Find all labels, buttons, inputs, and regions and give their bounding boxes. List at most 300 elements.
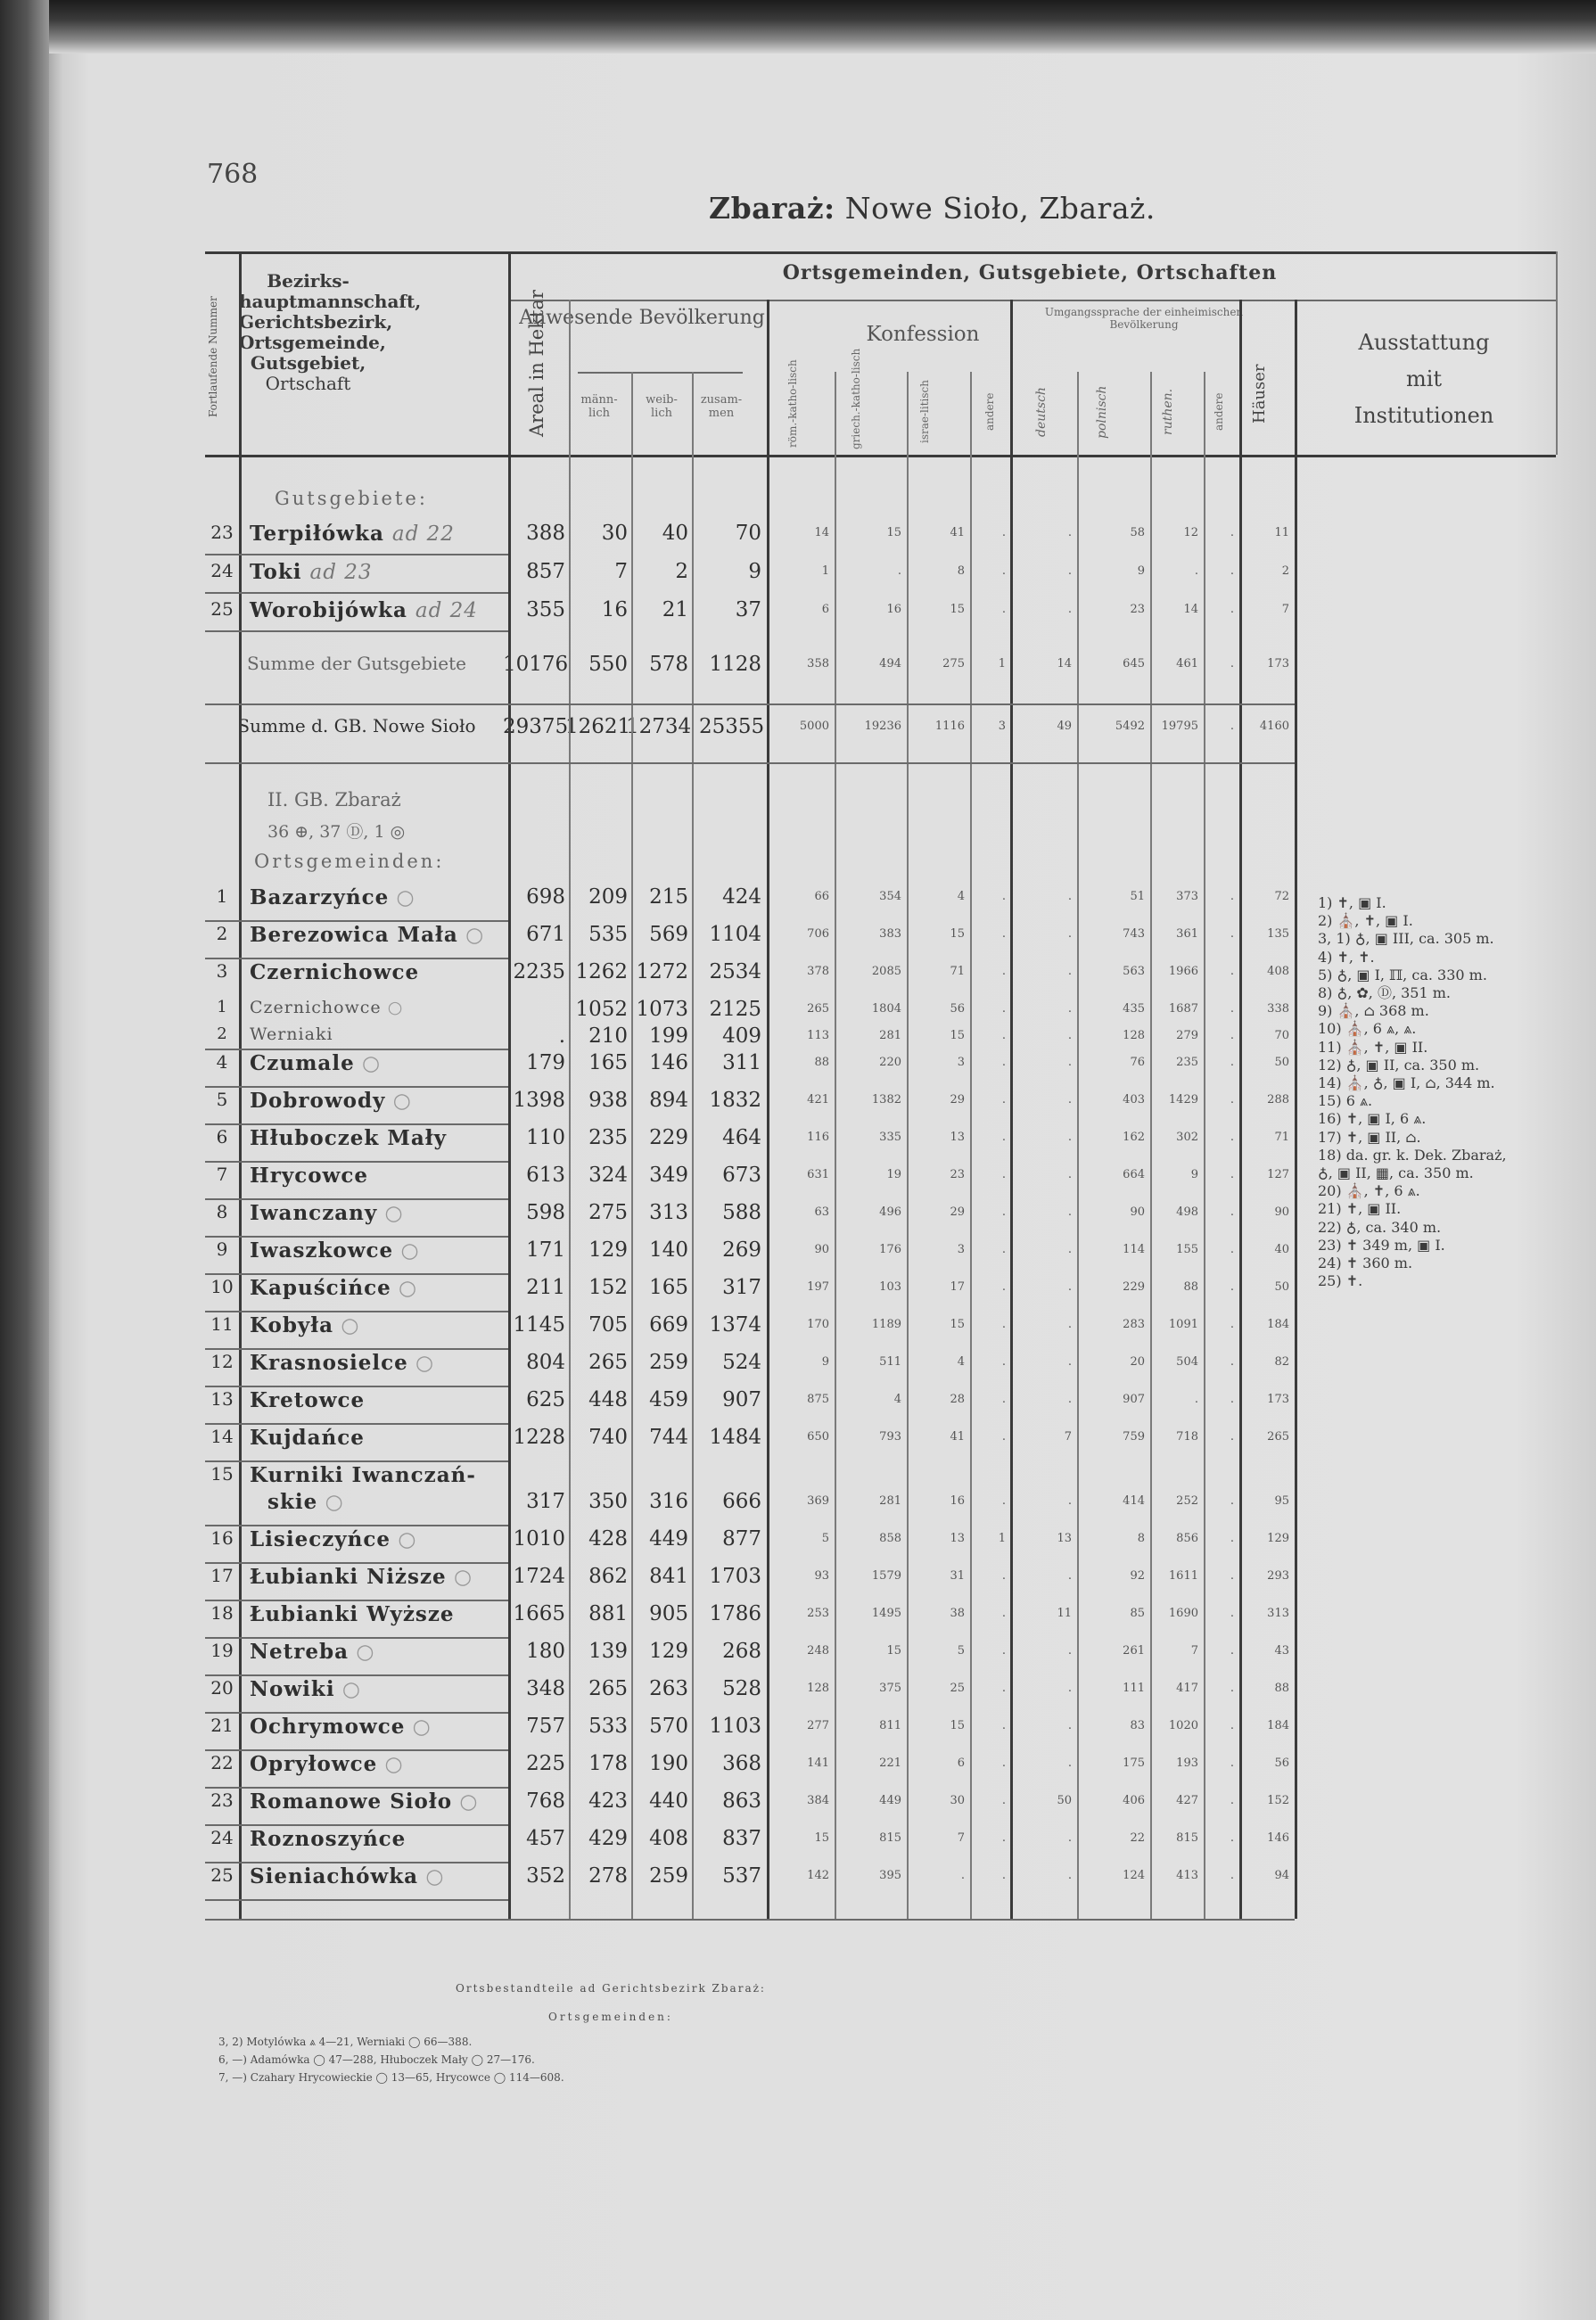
area-cell: 804: [526, 1351, 565, 1374]
row-rule: [205, 1862, 508, 1863]
row-rule: [205, 1123, 508, 1125]
other-confession-cell: .: [1001, 1131, 1006, 1144]
other-language-cell: .: [1230, 1430, 1234, 1444]
german-cell: .: [1067, 1131, 1072, 1144]
total-cell: 424: [722, 885, 761, 909]
area-cell: 768: [526, 1789, 565, 1813]
place-name: Czumale ○: [250, 1051, 382, 1075]
roman-catholic-cell: 631: [807, 1168, 829, 1181]
greek-catholic-cell: 1495: [871, 1607, 901, 1620]
place-name: Iwaszkowce ○: [250, 1238, 420, 1263]
row-number: 21: [210, 1715, 234, 1736]
settlement-marker: ○: [334, 1678, 361, 1701]
female-cell: 263: [649, 1677, 688, 1700]
area-cell: 625: [526, 1388, 565, 1411]
male-cell: 275: [588, 1201, 628, 1224]
ruthenian-cell: 815: [1176, 1831, 1198, 1845]
area-cell: 355: [526, 598, 565, 621]
houses-cell: 129: [1267, 1532, 1289, 1545]
row-rule: [205, 1161, 508, 1163]
institution-note: 14) ⛪, ♁, ▣ I, ⌂, 344 m.: [1318, 1074, 1495, 1092]
houses-cell: 265: [1267, 1430, 1289, 1444]
total-cell: 2534: [709, 960, 761, 983]
area-cell: 757: [526, 1715, 565, 1738]
female-cell: 569: [649, 923, 688, 946]
female-cell: 905: [649, 1602, 688, 1625]
roman-catholic-cell: 5000: [799, 720, 829, 733]
row-rule: [205, 1600, 508, 1601]
other-language-cell: .: [1230, 1393, 1234, 1406]
column-rule: [631, 372, 633, 1919]
other-confession-cell: .: [1001, 927, 1006, 941]
total-cell: 70: [735, 522, 761, 545]
other-language-cell: .: [1230, 657, 1234, 670]
total-cell: 317: [722, 1276, 761, 1299]
other-confession-cell: .: [1001, 890, 1006, 903]
polish-cell: 261: [1123, 1644, 1145, 1658]
row-rule: [205, 1460, 508, 1462]
institution-note: 24) ✝ 360 m.: [1318, 1255, 1413, 1272]
row-rule: [205, 592, 508, 594]
male-cell: 324: [588, 1164, 628, 1187]
place-suffix: ad 24: [415, 599, 478, 622]
polish-cell: 435: [1123, 1002, 1145, 1016]
ruthenian-cell: 155: [1176, 1243, 1198, 1256]
column-rule: [767, 300, 769, 1919]
area-cell: 598: [526, 1201, 565, 1224]
row-rule: [205, 1899, 508, 1901]
header-name-line: hauptmannschaft,: [239, 291, 422, 312]
israelite-cell: 71: [950, 965, 965, 978]
greek-catholic-cell: 395: [879, 1869, 901, 1882]
roman-catholic-cell: 88: [814, 1056, 829, 1069]
other-language-cell: .: [1230, 1756, 1234, 1770]
other-language-cell: .: [1230, 1355, 1234, 1369]
institution-note: 12) ♁, ▣ II, ca. 350 m.: [1318, 1056, 1480, 1074]
header-main-group: Ortsgemeinden, Gutsgebiete, Ortschaften: [782, 261, 1278, 284]
row-rule: [205, 1637, 508, 1639]
male-cell: 265: [588, 1677, 628, 1700]
row-number: 24: [210, 560, 234, 581]
greek-catholic-cell: 449: [879, 1794, 901, 1807]
area-cell: 317: [526, 1490, 565, 1513]
roman-catholic-cell: 14: [814, 526, 829, 539]
female-cell: 259: [649, 1351, 688, 1374]
other-confession-cell: .: [1001, 1607, 1006, 1620]
area-cell: 457: [526, 1827, 565, 1850]
total-cell: 528: [722, 1677, 761, 1700]
israelite-cell: 1116: [934, 720, 965, 733]
place-name: Roznoszyńce: [250, 1827, 407, 1851]
row-number: 11: [210, 1313, 234, 1335]
other-confession-cell: .: [1001, 1869, 1006, 1882]
female-cell: 669: [649, 1313, 688, 1337]
other-language-cell: .: [1230, 1644, 1234, 1658]
header-lang-other: andere: [1213, 392, 1225, 432]
area-cell: 1665: [513, 1602, 565, 1625]
german-cell: 14: [1057, 657, 1072, 670]
roman-catholic-cell: 378: [807, 965, 829, 978]
total-cell: 2125: [709, 998, 761, 1021]
place-name: Romanowe Sioło ○: [250, 1789, 479, 1814]
other-confession-cell: .: [1001, 603, 1006, 616]
male-cell: 938: [588, 1089, 628, 1112]
institution-note: 16) ✝, ▣ I, 6 ⩓.: [1318, 1110, 1427, 1128]
israelite-cell: 15: [950, 1318, 965, 1331]
header-lang-polish: polnisch: [1095, 385, 1109, 439]
header-conf-other: andere: [983, 392, 996, 432]
israelite-cell: 8: [957, 564, 965, 578]
greek-catholic-cell: 4: [893, 1393, 901, 1406]
ruthenian-cell: 88: [1183, 1280, 1198, 1294]
houses-cell: 152: [1267, 1794, 1289, 1807]
polish-cell: 759: [1123, 1430, 1145, 1444]
polish-cell: 76: [1130, 1056, 1145, 1069]
other-confession-cell: 3: [998, 720, 1006, 733]
male-cell: 30: [601, 522, 628, 545]
roman-catholic-cell: 358: [807, 657, 829, 670]
houses-cell: 338: [1267, 1002, 1289, 1016]
roman-catholic-cell: 384: [807, 1794, 829, 1807]
institution-note: 10) ⛪, 6 ⩓, ⩓.: [1318, 1020, 1417, 1038]
houses-cell: 71: [1274, 1131, 1289, 1144]
other-confession-cell: .: [1001, 1494, 1006, 1508]
gb2-heading: II. GB. Zbaraż: [267, 789, 401, 810]
column-rule: [1077, 372, 1079, 1919]
other-language-cell: .: [1230, 603, 1234, 616]
institutions-notes: [1318, 894, 1507, 1290]
greek-catholic-cell: 1804: [871, 1002, 901, 1016]
male-cell: 705: [588, 1313, 628, 1337]
total-cell: 588: [722, 1201, 761, 1224]
female-cell: 1272: [636, 960, 688, 983]
other-confession-cell: .: [1001, 1093, 1006, 1107]
israelite-cell: 41: [950, 1430, 965, 1444]
german-cell: .: [1067, 1756, 1072, 1770]
female-cell: 190: [649, 1752, 688, 1775]
houses-cell: 7: [1281, 603, 1289, 616]
roman-catholic-cell: 6: [821, 603, 829, 616]
polish-cell: 90: [1130, 1205, 1145, 1219]
roman-catholic-cell: 5: [821, 1532, 829, 1545]
column-rule: [692, 372, 694, 1919]
area-cell: 352: [526, 1864, 565, 1888]
ruthenian-cell: 361: [1176, 927, 1198, 941]
israelite-cell: .: [960, 1869, 965, 1882]
total-cell: 1104: [709, 923, 761, 946]
area-cell: 671: [526, 923, 565, 946]
header-institutions-line: Institutionen: [1353, 402, 1494, 428]
other-confession-cell: .: [1001, 1280, 1006, 1294]
polish-cell: 414: [1123, 1494, 1145, 1508]
other-confession-cell: 1: [998, 657, 1006, 670]
footer-subtitle: Ortsgemeinden:: [548, 2011, 673, 2023]
settlement-marker: ○: [385, 1090, 412, 1113]
total-cell: 25355: [699, 715, 765, 738]
row-rule: [205, 1919, 1295, 1921]
total-cell: 837: [722, 1827, 761, 1850]
header-name-column: [239, 270, 422, 394]
row-number: 20: [210, 1677, 234, 1699]
total-cell: 666: [722, 1490, 761, 1513]
female-cell: 459: [649, 1388, 688, 1411]
place-name: Opryłowce ○: [250, 1752, 404, 1776]
total-cell: 368: [722, 1752, 761, 1775]
row-rule: [205, 1236, 508, 1238]
footer-title: Ortsbestandteile ad Gerichtsbezirk Zbaraż:: [456, 1982, 766, 1995]
row-rule: [205, 1712, 508, 1714]
institution-note: ♁, ▣ II, ▦, ca. 350 m.: [1318, 1164, 1474, 1182]
total-cell: 673: [722, 1164, 761, 1187]
polish-cell: 664: [1123, 1168, 1145, 1181]
polish-cell: 5492: [1115, 720, 1145, 733]
german-cell: .: [1067, 927, 1072, 941]
greek-catholic-cell: 793: [879, 1430, 901, 1444]
male-cell: 429: [588, 1827, 628, 1850]
male-cell: 533: [588, 1715, 628, 1738]
houses-cell: 95: [1274, 1494, 1289, 1508]
row-rule: [205, 1348, 508, 1350]
ruthenian-cell: .: [1194, 1393, 1198, 1406]
institution-note: 18) da. gr. k. Dek. Zbaraż,: [1318, 1146, 1507, 1164]
female-cell: 40: [662, 522, 688, 545]
column-rule: [1295, 300, 1297, 1919]
german-cell: .: [1067, 1029, 1072, 1042]
roman-catholic-cell: 875: [807, 1393, 829, 1406]
polish-cell: 23: [1130, 603, 1145, 616]
ruthenian-cell: 417: [1176, 1682, 1198, 1695]
row-number: 7: [216, 1164, 228, 1185]
roman-catholic-cell: 369: [807, 1494, 829, 1508]
area-cell: 2235: [513, 960, 565, 983]
female-cell: 440: [649, 1789, 688, 1813]
houses-cell: 70: [1274, 1029, 1289, 1042]
houses-cell: 40: [1274, 1243, 1289, 1256]
area-cell: 110: [526, 1126, 565, 1149]
male-cell: 209: [588, 885, 628, 909]
header-name-line: Ortsgemeinde,: [239, 332, 386, 353]
other-confession-cell: .: [1001, 1719, 1006, 1732]
israelite-cell: 29: [950, 1205, 965, 1219]
place-name: Werniaki: [250, 1024, 333, 1044]
row-number: 25: [210, 598, 234, 620]
german-cell: .: [1067, 1002, 1072, 1016]
row-rule: [205, 630, 508, 632]
row-rule: [205, 958, 508, 959]
ruthenian-cell: 461: [1176, 657, 1198, 670]
roman-catholic-cell: 650: [807, 1430, 829, 1444]
israelite-cell: 15: [950, 927, 965, 941]
female-cell: 841: [649, 1565, 688, 1588]
column-rule: [835, 372, 836, 1919]
german-cell: 49: [1057, 720, 1072, 733]
other-confession-cell: .: [1001, 526, 1006, 539]
houses-cell: 135: [1267, 927, 1289, 941]
column-rule: [1150, 372, 1152, 1919]
israelite-cell: 17: [950, 1280, 965, 1294]
place-name: Netreba ○: [250, 1640, 375, 1664]
header-institutions-line: mit: [1405, 366, 1443, 391]
roman-catholic-cell: 142: [807, 1869, 829, 1882]
roman-catholic-cell: 277: [807, 1719, 829, 1732]
other-language-cell: .: [1230, 965, 1234, 978]
row-number: 3: [216, 960, 228, 982]
institution-note: 23) ✝ 349 m, ▣ I.: [1318, 1236, 1445, 1254]
ruthenian-cell: 498: [1176, 1205, 1198, 1219]
polish-cell: 92: [1130, 1569, 1145, 1583]
israelite-cell: 28: [950, 1393, 965, 1406]
header-running-number: Fortlaufende Nummer: [207, 296, 219, 417]
male-cell: 448: [588, 1388, 628, 1411]
sum-gb-label: Summe d. GB. Nowe Sioło: [237, 715, 476, 736]
german-cell: .: [1067, 564, 1072, 578]
male-cell: 428: [588, 1527, 628, 1551]
header-name-line: Gerichtsbezirk,: [239, 311, 393, 333]
german-cell: .: [1067, 526, 1072, 539]
greek-catholic-cell: 16: [886, 603, 901, 616]
page-title-district: Zbaraż:: [709, 191, 835, 226]
houses-cell: 43: [1274, 1644, 1289, 1658]
ruthenian-cell: 1429: [1168, 1093, 1198, 1107]
ruthenian-cell: 302: [1176, 1131, 1198, 1144]
total-cell: 537: [722, 1864, 761, 1888]
ruthenian-cell: 252: [1176, 1494, 1198, 1508]
area-cell: 225: [526, 1752, 565, 1775]
roman-catholic-cell: 113: [807, 1029, 829, 1042]
male-cell: 16: [601, 598, 628, 621]
israelite-cell: 29: [950, 1093, 965, 1107]
german-cell: .: [1067, 1393, 1072, 1406]
row-rule: [205, 1525, 508, 1526]
israelite-cell: 6: [957, 1756, 965, 1770]
houses-cell: 146: [1267, 1831, 1289, 1845]
other-language-cell: .: [1230, 1532, 1234, 1545]
place-name: Hłuboczek Mały: [250, 1126, 447, 1150]
area-cell: 1010: [513, 1527, 565, 1551]
houses-cell: 127: [1267, 1168, 1289, 1181]
row-number: 14: [210, 1426, 234, 1447]
place-name: Hrycowce: [250, 1164, 368, 1188]
place-name: Czernichowce: [250, 960, 420, 984]
other-confession-cell: .: [1001, 1794, 1006, 1807]
polish-cell: 175: [1123, 1756, 1145, 1770]
area-cell: 171: [526, 1238, 565, 1262]
header-name-line: Gutsgebiet,: [250, 352, 366, 374]
row-number: 18: [210, 1602, 234, 1624]
israelite-cell: 5: [957, 1644, 965, 1658]
row-number: 23: [210, 522, 234, 543]
israelite-cell: 15: [950, 1029, 965, 1042]
greek-catholic-cell: 15: [886, 1644, 901, 1658]
settlement-marker: ○: [405, 1715, 432, 1739]
header-name-line: Ortschaft: [265, 373, 351, 394]
institution-note: 1) ✝, ▣ I.: [1318, 894, 1386, 911]
german-cell: .: [1067, 1644, 1072, 1658]
place-name: Worobijówka ad 24: [250, 598, 478, 622]
greek-catholic-cell: 1382: [871, 1093, 901, 1107]
roman-catholic-cell: 116: [807, 1131, 829, 1144]
other-confession-cell: .: [1001, 1393, 1006, 1406]
row-number: 16: [210, 1527, 234, 1549]
row-rule: [205, 1049, 508, 1050]
female-cell: 578: [649, 653, 688, 676]
female-cell: 129: [649, 1640, 688, 1663]
israelite-cell: 13: [950, 1532, 965, 1545]
houses-cell: 94: [1274, 1869, 1289, 1882]
female-cell: 229: [649, 1126, 688, 1149]
houses-cell: 173: [1267, 1393, 1289, 1406]
ruthenian-cell: 7: [1190, 1644, 1198, 1658]
female-cell: 2: [675, 560, 688, 583]
ruthenian-cell: 19795: [1161, 720, 1198, 733]
german-cell: .: [1067, 1318, 1072, 1331]
institution-note: 2) ⛪, ✝, ▣ I.: [1318, 912, 1413, 930]
ruthenian-cell: 504: [1176, 1355, 1198, 1369]
female-cell: 140: [649, 1238, 688, 1262]
houses-cell: 313: [1267, 1607, 1289, 1620]
row-rule: [205, 920, 508, 922]
female-cell: 313: [649, 1201, 688, 1224]
greek-catholic-cell: 496: [879, 1205, 901, 1219]
male-cell: 1262: [575, 960, 628, 983]
column-rule: [1204, 372, 1205, 1919]
place-name: Ochrymowce ○: [250, 1715, 432, 1739]
israelite-cell: 15: [950, 1719, 965, 1732]
male-cell: 535: [588, 923, 628, 946]
israelite-cell: 3: [957, 1243, 965, 1256]
other-language-cell: .: [1230, 927, 1234, 941]
institution-note: 20) ⛪, ✝, 6 ⩓.: [1318, 1182, 1420, 1200]
male-cell: 862: [588, 1565, 628, 1588]
row-number: 22: [210, 1752, 234, 1773]
houses-cell: 50: [1274, 1280, 1289, 1294]
polish-cell: 645: [1123, 657, 1145, 670]
settlement-marker: ○: [452, 1790, 479, 1814]
greek-catholic-cell: 281: [879, 1494, 901, 1508]
roman-catholic-cell: 9: [821, 1355, 829, 1369]
female-cell: 349: [649, 1164, 688, 1187]
ruthenian-cell: 413: [1176, 1869, 1198, 1882]
gb2-symbols: 36 ⊕, 37 Ⓓ, 1 ◎: [267, 822, 406, 842]
greek-catholic-cell: 1189: [871, 1318, 901, 1331]
place-name: Toki ad 23: [250, 560, 373, 584]
greek-catholic-cell: 858: [879, 1532, 901, 1545]
settlement-marker: ○: [393, 1239, 420, 1263]
page-title-courts: Nowe Sioło, Zbaraż.: [835, 191, 1156, 226]
institution-note: 15) 6 ⩓.: [1318, 1092, 1373, 1110]
german-cell: .: [1067, 1280, 1072, 1294]
place-name: Bazarzyńce ○: [250, 885, 415, 909]
german-cell: .: [1067, 1093, 1072, 1107]
header-group-rule: [508, 300, 1556, 301]
other-language-cell: .: [1230, 1494, 1234, 1508]
other-confession-cell: .: [1001, 1318, 1006, 1331]
german-cell: 50: [1057, 1794, 1072, 1807]
place-name: Terpiłówka ad 22: [250, 522, 455, 546]
total-cell: 464: [722, 1126, 761, 1149]
other-language-cell: .: [1230, 1056, 1234, 1069]
row-rule: [205, 1674, 508, 1676]
greek-catholic-cell: 383: [879, 927, 901, 941]
israelite-cell: 25: [950, 1682, 965, 1695]
total-cell: 1484: [709, 1426, 761, 1449]
ruthenian-cell: .: [1194, 564, 1198, 578]
total-cell: 311: [722, 1051, 761, 1074]
greek-catholic-cell: 375: [879, 1682, 901, 1695]
other-language-cell: .: [1230, 1569, 1234, 1583]
row-number: 13: [210, 1388, 234, 1410]
area-cell: 29375: [503, 715, 569, 738]
